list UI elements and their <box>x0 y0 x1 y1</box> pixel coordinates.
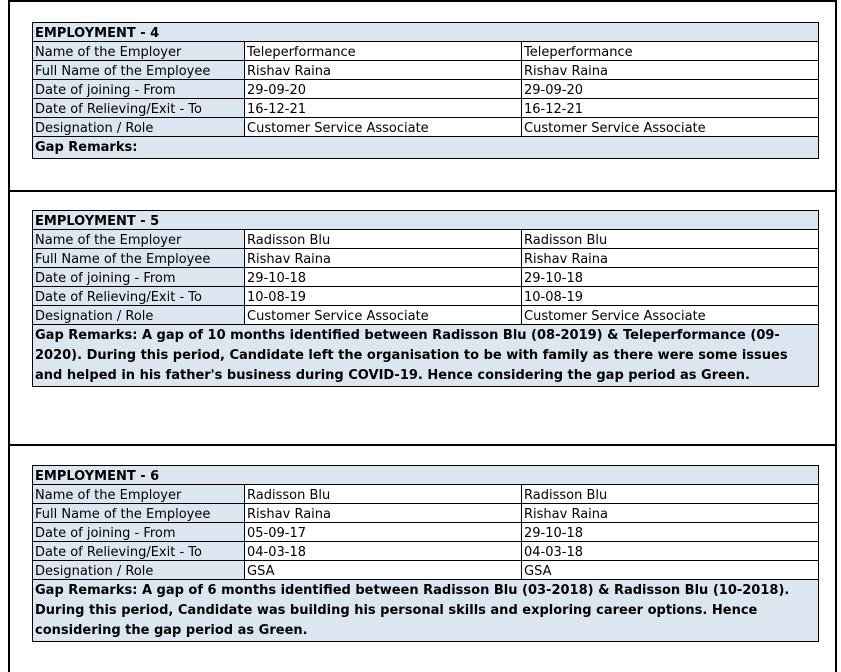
employment-section-6 <box>8 444 837 672</box>
employment-table-4 <box>32 22 819 159</box>
designation-value-1: Customer Service Associate <box>245 306 522 325</box>
employee-value-2: Rishav Raina <box>522 61 819 80</box>
employer-value-1: Teleperformance <box>245 42 522 61</box>
gap-remarks: Gap Remarks: <box>33 137 819 159</box>
row-label-employer: Name of the Employer <box>33 485 245 504</box>
table-row <box>33 485 819 504</box>
table-row <box>33 249 819 268</box>
designation-value-1: GSA <box>245 561 522 580</box>
row-label-relieving: Date of Relieving/Exit - To <box>33 287 245 306</box>
table-row <box>33 504 819 523</box>
employer-value-1: Radisson Blu <box>245 230 522 249</box>
row-label-employee: Full Name of the Employee <box>33 504 245 523</box>
table-row <box>33 80 819 99</box>
joining-value-2: 29-09-20 <box>522 80 819 99</box>
table-header-row <box>33 211 819 230</box>
table-header-row <box>33 23 819 42</box>
employment-title: EMPLOYMENT - 4 <box>33 23 819 42</box>
table-row <box>33 561 819 580</box>
table-row <box>33 306 819 325</box>
row-label-joining: Date of joining - From <box>33 268 245 287</box>
relieving-value-1: 04-03-18 <box>245 542 522 561</box>
table-row <box>33 287 819 306</box>
row-label-employee: Full Name of the Employee <box>33 249 245 268</box>
relieving-value-2: 04-03-18 <box>522 542 819 561</box>
designation-value-2: GSA <box>522 561 819 580</box>
row-label-designation: Designation / Role <box>33 118 245 137</box>
employer-value-2: Radisson Blu <box>522 485 819 504</box>
employer-value-1: Radisson Blu <box>245 485 522 504</box>
employment-title: EMPLOYMENT - 5 <box>33 211 819 230</box>
row-label-employer: Name of the Employer <box>33 42 245 61</box>
joining-value-1: 29-09-20 <box>245 80 522 99</box>
row-label-employee: Full Name of the Employee <box>33 61 245 80</box>
designation-value-2: Customer Service Associate <box>522 306 819 325</box>
table-header-row <box>33 466 819 485</box>
joining-value-2: 29-10-18 <box>522 523 819 542</box>
table-row <box>33 523 819 542</box>
table-row <box>33 118 819 137</box>
joining-value-1: 05-09-17 <box>245 523 522 542</box>
gap-remarks: Gap Remarks: A gap of 6 months identified between Radisson Blu (03-2018) & Radisson Blu (10-2018). During this period, Candidate was building his personal skills and exploring career options. Hence considering the gap period as Green. <box>33 580 819 642</box>
gap-remarks: Gap Remarks: A gap of 10 months identified between Radisson Blu (08-2019) & Teleperformance (09-2020). During this period, Candidate left the organisation to be with family as there were some issues and helped in his father's business during COVID-19. Hence considering the gap period as Green. <box>33 325 819 387</box>
row-label-joining: Date of joining - From <box>33 523 245 542</box>
joining-value-1: 29-10-18 <box>245 268 522 287</box>
relieving-value-2: 10-08-19 <box>522 287 819 306</box>
employer-value-2: Radisson Blu <box>522 230 819 249</box>
employment-table-5 <box>32 210 819 387</box>
table-row <box>33 230 819 249</box>
relieving-value-1: 16-12-21 <box>245 99 522 118</box>
table-row <box>33 268 819 287</box>
table-row <box>33 42 819 61</box>
employment-title: EMPLOYMENT - 6 <box>33 466 819 485</box>
gap-remarks-row <box>33 137 819 159</box>
relieving-value-2: 16-12-21 <box>522 99 819 118</box>
employee-value-1: Rishav Raina <box>245 61 522 80</box>
relieving-value-1: 10-08-19 <box>245 287 522 306</box>
row-label-relieving: Date of Relieving/Exit - To <box>33 542 245 561</box>
employment-section-5 <box>8 190 837 446</box>
employment-table-6 <box>32 465 819 642</box>
designation-value-2: Customer Service Associate <box>522 118 819 137</box>
employee-value-2: Rishav Raina <box>522 504 819 523</box>
gap-remarks-row <box>33 580 819 642</box>
row-label-designation: Designation / Role <box>33 306 245 325</box>
employer-value-2: Teleperformance <box>522 42 819 61</box>
row-label-relieving: Date of Relieving/Exit - To <box>33 99 245 118</box>
table-row <box>33 542 819 561</box>
table-row <box>33 99 819 118</box>
employee-value-1: Rishav Raina <box>245 504 522 523</box>
employee-value-1: Rishav Raina <box>245 249 522 268</box>
row-label-designation: Designation / Role <box>33 561 245 580</box>
joining-value-2: 29-10-18 <box>522 268 819 287</box>
designation-value-1: Customer Service Associate <box>245 118 522 137</box>
row-label-employer: Name of the Employer <box>33 230 245 249</box>
employee-value-2: Rishav Raina <box>522 249 819 268</box>
row-label-joining: Date of joining - From <box>33 80 245 99</box>
table-row <box>33 61 819 80</box>
gap-remarks-row <box>33 325 819 387</box>
employment-section-4 <box>8 0 837 192</box>
